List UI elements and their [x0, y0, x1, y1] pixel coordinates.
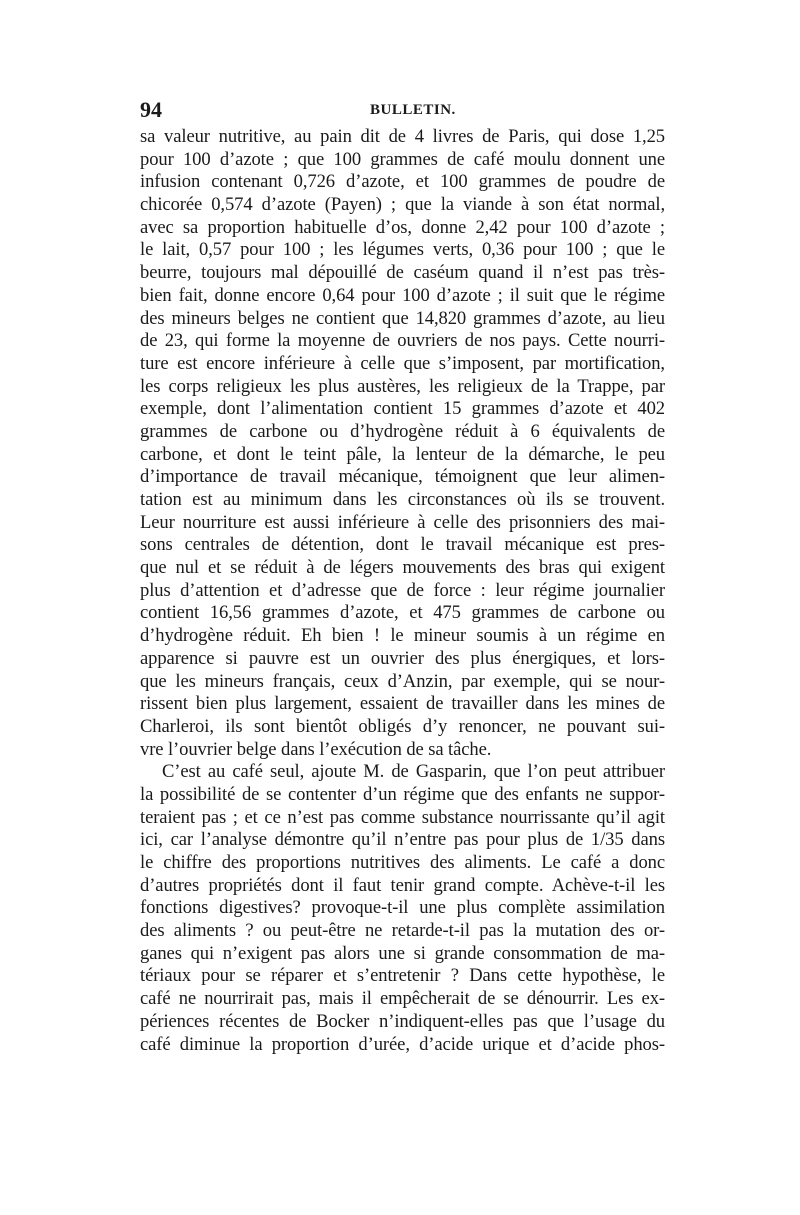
text-line: C’est au café seul, ajoute M. de Gasparin, que l’on peut attribuer [162, 761, 665, 783]
text-line: vre l’ouvrier belge dans l’exécution de sa tâche. [140, 738, 492, 760]
text-line: ici, car l’analyse démontre qu’il n’entre pas pour plus de 1/35 dans [140, 829, 665, 851]
text-line: les corps religieux les plus austères, les religieux de la Trappe, par [140, 375, 665, 397]
text-line: d’importance de travail mécanique, témoignent que leur alimen- [140, 466, 665, 488]
text-line: de 23, qui forme la moyenne de ouvriers de nos pays. Cette nourri- [140, 330, 665, 352]
text-line: apparence si pauvre est un ouvrier des plus énergiques, et lors- [140, 647, 665, 669]
text-line: Leur nourriture est aussi inférieure à celle des prisonniers des mai- [140, 511, 665, 533]
text-line: café diminue la proportion d’urée, d’acide urique et d’acide phos- [140, 1033, 665, 1055]
text-line: avec sa proportion habituelle d’os, donne 2,42 pour 100 d’azote ; [140, 216, 665, 238]
text-line: d’autres propriétés dont il faut tenir grand compte. Achève-t-il les [140, 874, 665, 896]
text-line: plus d’attention et d’adresse que de force : leur régime journalier [140, 579, 665, 601]
text-line: sa valeur nutritive, au pain dit de 4 livres de Paris, qui dose 1,25 [140, 126, 665, 147]
text-line: contient 16,56 grammes d’azote, et 475 grammes de carbone ou [140, 602, 665, 624]
text-line: rissent bien plus largement, essaient de travailler dans les mines de [140, 693, 665, 715]
text-line: beurre, toujours mal dépouillé de caséum quand il n’est pas très- [140, 262, 665, 284]
text-line: que les mineurs français, ceux d’Anzin, par exemple, qui se nour- [140, 670, 665, 692]
text-line: teraient pas ; et ce n’est pas comme substance nourrissante qu’il agit [140, 806, 665, 828]
text-line: ganes qui n’exigent pas alors une si grande consommation de ma- [140, 942, 665, 964]
text-line: pour 100 d’azote ; que 100 grammes de café moulu donnent une [140, 148, 665, 170]
text-line: chicorée 0,574 d’azote (Payen) ; que la viande à son état normal, [140, 194, 665, 216]
text-line: infusion contenant 0,726 d’azote, et 100 grammes de poudre de [140, 171, 665, 193]
text-line: tation est au minimum dans les circonstances où ils se trouvent. [140, 489, 665, 510]
text-line: sons centrales de détention, dont le travail mécanique est pres- [140, 534, 665, 556]
text-line: des mineurs belges ne contient que 14,820 grammes d’azote, au lieu [140, 307, 665, 329]
text-line: bien fait, donne encore 0,64 pour 100 d’azote ; il suit que le régime [140, 284, 665, 306]
text-line: ture est encore inférieure à celle que s’imposent, par mortification, [140, 352, 665, 374]
text-line: fonctions digestives? provoque-t-il une plus complète assimilation [140, 897, 665, 919]
page-header [140, 96, 665, 124]
running-title: BULLETIN. [370, 102, 456, 118]
text-line: le lait, 0,57 pour 100 ; les légumes verts, 0,36 pour 100 ; que le [140, 239, 665, 261]
page-number: 94 [140, 97, 162, 122]
text-line: grammes de carbone ou d’hydrogène réduit à 6 équivalents de [140, 420, 665, 442]
text-line: que nul et se réduit à de légers mouvements des bras qui exigent [140, 557, 665, 579]
text-line: le chiffre des proportions nutritives des aliments. Le café a donc [140, 852, 665, 873]
text-line: d’hydrogène réduit. Eh bien ! le mineur soumis à un régime en [140, 625, 665, 647]
text-line: Charleroi, ils sont bientôt obligés d’y renoncer, ne pouvant sui- [140, 715, 665, 737]
text-line: la possibilité de se contenter d’un régime que des enfants ne suppor- [140, 783, 665, 805]
text-line: café ne nourrirait pas, mais il empêcherait de se dénourrir. Les ex- [140, 988, 665, 1010]
body-text [140, 126, 665, 1056]
text-line: tériaux pour se réparer et s’entretenir ? Dans cette hypothèse, le [140, 965, 665, 987]
text-line: carbone, et dont le teint pâle, la lenteur de la démarche, le peu [140, 443, 665, 465]
text-line: périences récentes de Bocker n’indiquent-elles pas que l’usage du [140, 1010, 665, 1032]
text-line: des aliments ? ou peut-être ne retarde-t-il pas la mutation des or- [140, 920, 665, 942]
text-line: exemple, dont l’alimentation contient 15 grammes d’azote et 402 [140, 398, 665, 420]
